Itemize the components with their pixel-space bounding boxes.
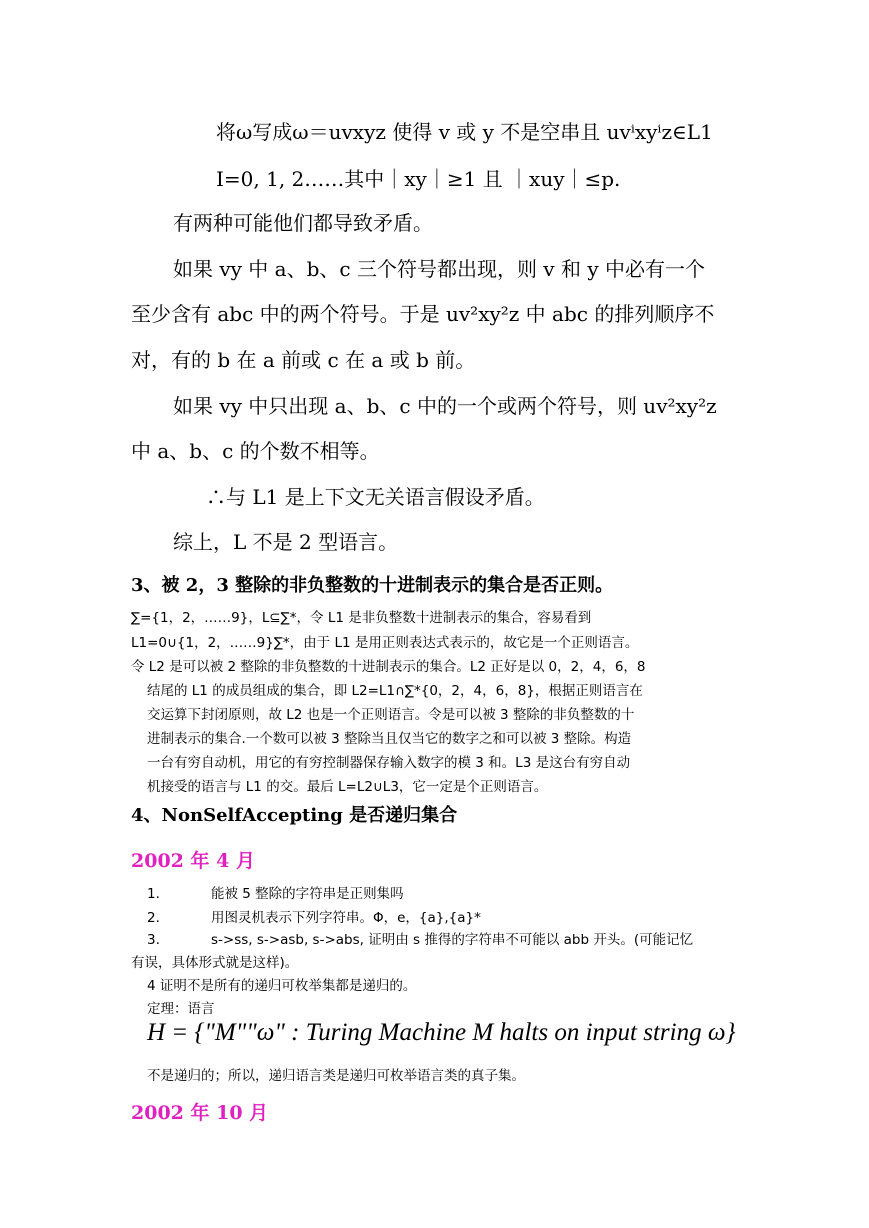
list-item-1-number: 1.: [147, 886, 160, 902]
proof-line-7: 如果 vy 中只出现 a、b、c 中的一个或两个符号，则 uv²xy²z: [173, 394, 717, 418]
q4-heading: 4、NonSelfAccepting 是否递归集合: [131, 805, 458, 826]
list-item-3-continuation: 有误，具体形式就是这样)。: [131, 955, 299, 971]
q3-para-line-7: 一台有穷自动机，用它的有穷控制器保存输入数字的模 3 和。L3 是这台有穷自动: [147, 755, 631, 771]
q3-para-line-1: ∑={1，2，……9}，L⊆∑*，令 L1 是非负整数十进制表示的集合，容易看到: [131, 610, 592, 626]
halting-formula: H = {"M""ω" : Turing Machine M halts on input string ω}: [147, 1019, 736, 1046]
list-item-3-number: 3.: [147, 932, 160, 948]
q3-para-line-3: 令 L2 是可以被 2 整除的非负整数的十进制表示的集合。L2 正好是以 0，2，4，6，8: [131, 659, 646, 675]
q3-heading: 3、被 2，3 整除的非负整数的十进制表示的集合是否正则。: [131, 575, 614, 596]
proof-line-4: 如果 vy 中 a、b、c 三个符号都出现，则 v 和 y 中必有一个: [173, 257, 705, 281]
proof-line-9: ∴与 L1 是上下文无关语言假设矛盾。: [206, 485, 545, 509]
year-heading-2002-10: 2002 年 10 月: [131, 1102, 269, 1124]
list-item-1-text: 能被 5 整除的字符串是正则集吗: [211, 886, 404, 902]
theorem-conclusion: 不是递归的；所以，递归语言类是递归可枚举语言类的真子集。: [147, 1068, 525, 1084]
proof-line-3: 有两种可能他们都导致矛盾。: [173, 211, 433, 235]
list-item-2-number: 2.: [147, 910, 160, 926]
list-item-3: [147, 928, 693, 948]
theorem-label: 定理：语言: [147, 1001, 215, 1017]
q3-para-line-6: 进制表示的集合.一个数可以被 3 整除当且仅当它的数字之和可以被 3 整除。构造: [147, 731, 632, 747]
proof-line-1: 将ω写成ω＝uvxyz 使得 v 或 y 不是空串且 uvⁱxyⁱz∈L1: [216, 120, 713, 144]
q3-para-line-8: 机接受的语言与 L1 的交。最后 L=L2∪L3，它一定是个正则语言。: [147, 779, 548, 795]
proof-line-6: 对，有的 b 在 a 前或 c 在 a 或 b 前。: [131, 348, 476, 372]
proof-line-10: 综上，L 不是 2 型语言。: [173, 530, 399, 554]
proof-line-8: 中 a、b、c 的个数不相等。: [131, 439, 380, 463]
list-item-2: [147, 906, 481, 926]
q3-para-line-5: 交运算下封闭原则，故 L2 也是一个正则语言。令是可以被 3 整除的非负整数的十: [147, 707, 635, 723]
q3-para-line-4: 结尾的 L1 的成员组成的集合，即 L2=L1∩∑*{0，2，4，6，8}，根据正则语言在: [147, 683, 643, 699]
year-heading-2002-04: 2002 年 4 月: [131, 850, 255, 872]
q3-para-line-2: L1=0∪{1，2，……9}∑*，由于 L1 是用正则表达式表示的，故它是一个正则语言。: [131, 635, 639, 651]
proof-line-2: I=0, 1, 2……其中｜xy｜≥1 且 ｜xuy｜≤p.: [216, 167, 621, 191]
list-item-3-text: s->ss, s->asb, s->abs, 证明由 s 推得的字符串不可能以 abb 开头。(可能记忆: [211, 932, 694, 948]
proof-line-5: 至少含有 abc 中的两个符号。于是 uv²xy²z 中 abc 的排列顺序不: [131, 302, 715, 326]
list-item-1: [147, 882, 404, 902]
list-item-4: 4 证明不是所有的递归可枚举集都是递归的。: [147, 978, 417, 994]
list-item-2-text: 用图灵机表示下列字符串。Φ，e，{a},{a}*: [211, 910, 481, 926]
